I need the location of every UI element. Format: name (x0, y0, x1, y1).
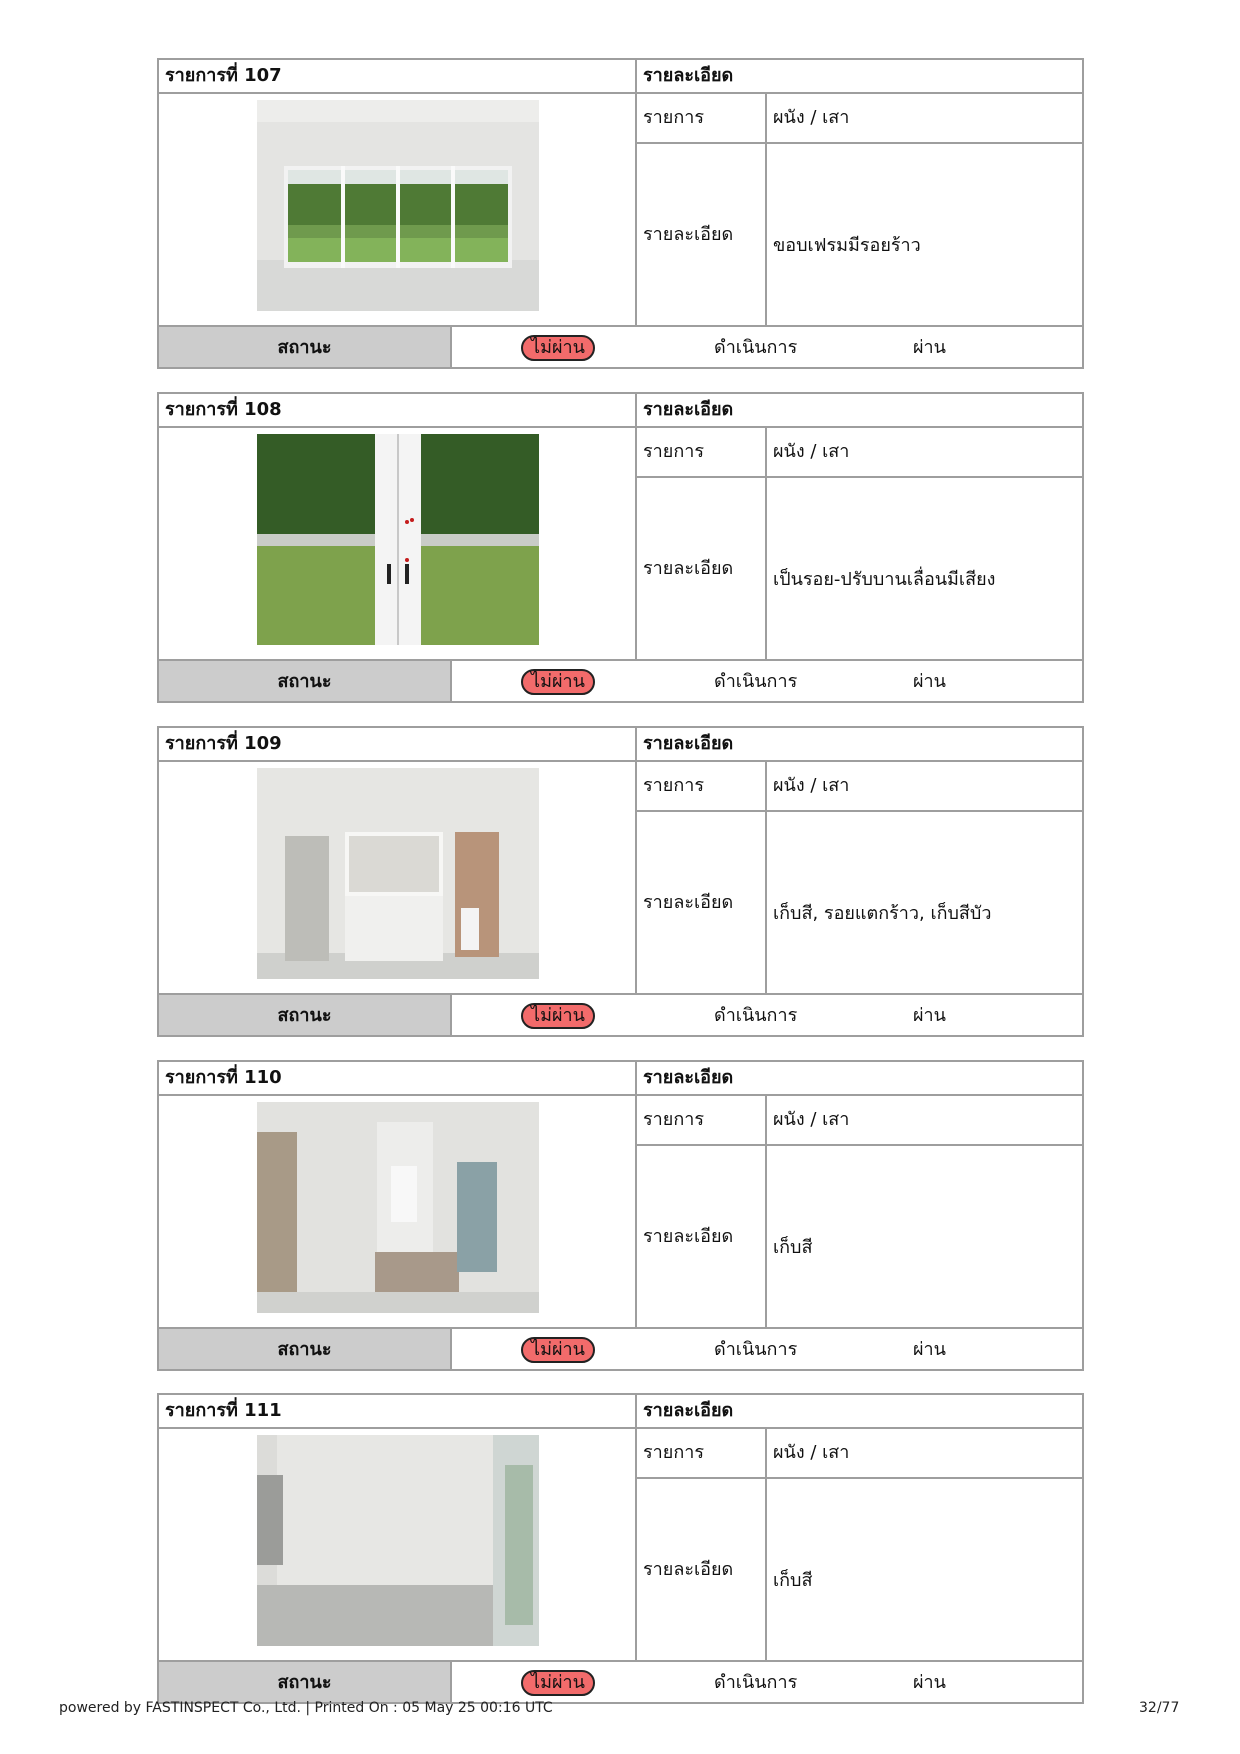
status-pass-option[interactable]: ผ่าน (913, 1339, 946, 1360)
item-label: รายการ (637, 1096, 767, 1144)
detail-label: รายละเอียด (637, 812, 767, 993)
inspection-card (157, 726, 1084, 1037)
item-value: ผนัง / เสา (773, 1109, 850, 1130)
item-label: รายการ (637, 1429, 767, 1477)
photo-cell (159, 1096, 637, 1327)
status-row (159, 1660, 1082, 1702)
status-label: สถานะ (159, 327, 452, 367)
footer-credit: powered by FASTINSPECT Co., Ltd. | Printed On : 05 May 25 00:16 UTC (59, 1700, 553, 1716)
item-row (637, 1096, 1082, 1146)
status-label: สถานะ (159, 1662, 452, 1702)
detail-header: รายละเอียด (637, 394, 1082, 428)
detail-row (637, 1479, 1082, 1660)
status-in-progress-option[interactable]: ดำเนินการ (714, 1672, 798, 1693)
item-value: ผนัง / เสา (773, 775, 850, 796)
detail-value: ขอบเฟรมมีรอยร้าว (773, 235, 921, 256)
detail-row (637, 144, 1082, 325)
item-label: รายการ (637, 762, 767, 810)
status-fail-badge[interactable]: ไม่ผ่าน (521, 1337, 595, 1363)
item-row (637, 428, 1082, 478)
detail-value: เก็บสี (773, 1570, 813, 1591)
item-row (637, 762, 1082, 812)
status-pass-option[interactable]: ผ่าน (913, 337, 946, 358)
item-value: ผนัง / เสา (773, 107, 850, 128)
detail-row (637, 812, 1082, 993)
detail-label: รายละเอียด (637, 1146, 767, 1327)
item-number-title: รายการที่ 110 (159, 1062, 637, 1096)
detail-label: รายละเอียด (637, 478, 767, 659)
page-number: 32/77 (1139, 1700, 1180, 1716)
status-pass-option[interactable]: ผ่าน (913, 1672, 946, 1693)
photo-cell (159, 1429, 637, 1660)
inspection-card (157, 1393, 1084, 1704)
detail-value: เก็บสี, รอยแตกร้าว, เก็บสีบัว (773, 903, 992, 924)
detail-label: รายละเอียด (637, 1479, 767, 1660)
detail-row (637, 1146, 1082, 1327)
status-row (159, 1327, 1082, 1369)
item-number-title: รายการที่ 111 (159, 1395, 637, 1429)
item-row (637, 94, 1082, 144)
inspection-photo[interactable] (257, 434, 539, 645)
status-row (159, 325, 1082, 367)
status-row (159, 993, 1082, 1035)
inspection-card (157, 1060, 1084, 1371)
status-fail-badge[interactable]: ไม่ผ่าน (521, 669, 595, 695)
photo-cell (159, 94, 637, 325)
item-label: รายการ (637, 94, 767, 142)
status-label: สถานะ (159, 995, 452, 1035)
status-in-progress-option[interactable]: ดำเนินการ (714, 1339, 798, 1360)
item-value: ผนัง / เสา (773, 441, 850, 462)
inspection-card (157, 392, 1084, 703)
inspection-card (157, 58, 1084, 369)
status-fail-badge[interactable]: ไม่ผ่าน (521, 1003, 595, 1029)
detail-value: เก็บสี (773, 1237, 813, 1258)
inspection-photo[interactable] (257, 1102, 539, 1313)
item-number-title: รายการที่ 108 (159, 394, 637, 428)
status-pass-option[interactable]: ผ่าน (913, 1005, 946, 1026)
detail-header: รายละเอียด (637, 728, 1082, 762)
item-label: รายการ (637, 428, 767, 476)
detail-header: รายละเอียด (637, 1395, 1082, 1429)
status-pass-option[interactable]: ผ่าน (913, 671, 946, 692)
status-in-progress-option[interactable]: ดำเนินการ (714, 1005, 798, 1026)
item-number-title: รายการที่ 107 (159, 60, 637, 94)
status-label: สถานะ (159, 1329, 452, 1369)
inspection-photo[interactable] (257, 100, 539, 311)
status-fail-badge[interactable]: ไม่ผ่าน (521, 1670, 595, 1696)
inspection-photo[interactable] (257, 768, 539, 979)
status-in-progress-option[interactable]: ดำเนินการ (714, 337, 798, 358)
status-label: สถานะ (159, 661, 452, 701)
item-value: ผนัง / เสา (773, 1442, 850, 1463)
status-in-progress-option[interactable]: ดำเนินการ (714, 671, 798, 692)
photo-cell (159, 428, 637, 659)
status-row (159, 659, 1082, 701)
detail-value: เป็นรอย-ปรับบานเลื่อนมีเสียง (773, 569, 996, 590)
detail-label: รายละเอียด (637, 144, 767, 325)
detail-row (637, 478, 1082, 659)
photo-cell (159, 762, 637, 993)
item-row (637, 1429, 1082, 1479)
status-fail-badge[interactable]: ไม่ผ่าน (521, 335, 595, 361)
detail-header: รายละเอียด (637, 1062, 1082, 1096)
item-number-title: รายการที่ 109 (159, 728, 637, 762)
inspection-photo[interactable] (257, 1435, 539, 1646)
detail-header: รายละเอียด (637, 60, 1082, 94)
